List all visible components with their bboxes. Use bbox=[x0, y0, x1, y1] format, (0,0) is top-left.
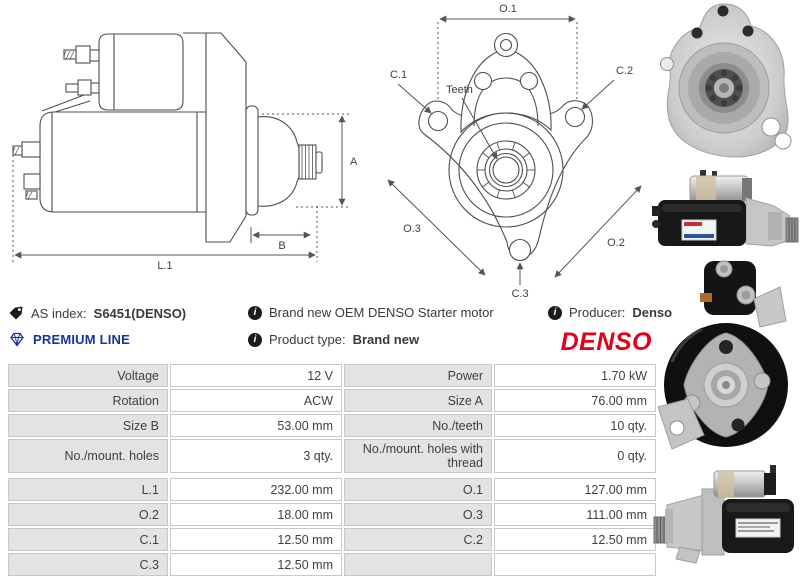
spec-value: 53.00 mm bbox=[170, 414, 342, 437]
spec-table-body bbox=[8, 364, 656, 576]
spec-value: 111.00 mm bbox=[494, 503, 656, 526]
product-type-value: Brand new bbox=[352, 332, 420, 347]
spec-value: 12.50 mm bbox=[494, 528, 656, 551]
dim-label-c1: C.1 bbox=[390, 69, 408, 81]
table-group-spacer bbox=[8, 475, 656, 476]
dim-label-teeth: Teeth bbox=[446, 84, 473, 96]
diamond-icon bbox=[8, 332, 26, 347]
spec-label: Size A bbox=[344, 389, 492, 412]
spec-label: No./mount. holes with thread bbox=[344, 439, 492, 473]
info-icon bbox=[248, 306, 262, 320]
spec-label: Rotation bbox=[8, 389, 168, 412]
spec-value: 0 qty. bbox=[494, 439, 656, 473]
spec-label: L.1 bbox=[8, 478, 168, 501]
dim-label-c2: C.2 bbox=[616, 65, 634, 77]
dim-label-o1: O.1 bbox=[499, 3, 517, 15]
spec-value: 18.00 mm bbox=[170, 503, 342, 526]
spec-label: Size B bbox=[8, 414, 168, 437]
table-row bbox=[8, 553, 656, 576]
front-view-diagram bbox=[368, 0, 660, 300]
spec-table bbox=[6, 362, 658, 578]
spec-label: C.1 bbox=[8, 528, 168, 551]
table-row bbox=[8, 439, 656, 473]
product-photo-front-flange[interactable] bbox=[652, 0, 800, 164]
producer-label: Producer: bbox=[569, 305, 626, 320]
denso-brand-logo: DENSO bbox=[560, 328, 652, 356]
dim-label-o3: O.3 bbox=[403, 223, 421, 235]
product-type-label: Product type: bbox=[269, 332, 346, 347]
spec-label: Voltage bbox=[8, 364, 168, 387]
table-row bbox=[8, 364, 656, 387]
premium-line bbox=[8, 332, 130, 347]
spec-value: 12.50 mm bbox=[170, 553, 342, 576]
as-index bbox=[8, 305, 186, 321]
spec-label: Power bbox=[344, 364, 492, 387]
spec-value: 127.00 mm bbox=[494, 478, 656, 501]
spec-label: O.3 bbox=[344, 503, 492, 526]
side-view-diagram bbox=[0, 0, 368, 296]
spec-label: C.3 bbox=[8, 553, 168, 576]
dim-label-a: A bbox=[350, 156, 358, 168]
premium-line-label: PREMIUM LINE bbox=[33, 332, 131, 347]
as-index-value: S6451(DENSO) bbox=[93, 305, 187, 321]
spec-label: O.1 bbox=[344, 478, 492, 501]
product-type bbox=[248, 332, 419, 347]
spec-value: 3 qty. bbox=[170, 439, 342, 473]
spec-value: 76.00 mm bbox=[494, 389, 656, 412]
spec-label: O.2 bbox=[8, 503, 168, 526]
product-description bbox=[248, 305, 494, 320]
table-row bbox=[8, 478, 656, 501]
table-row bbox=[8, 389, 656, 412]
description-text: Brand new OEM DENSO Starter motor bbox=[269, 305, 494, 320]
as-index-label: AS index: bbox=[31, 305, 87, 321]
spec-value: 12 V bbox=[170, 364, 342, 387]
info-icon bbox=[248, 333, 262, 347]
spec-label bbox=[344, 553, 492, 576]
dim-label-b: B bbox=[278, 240, 286, 252]
spec-label: No./teeth bbox=[344, 414, 492, 437]
spec-value: 10 qty. bbox=[494, 414, 656, 437]
spec-label: No./mount. holes bbox=[8, 439, 168, 473]
spec-value: 232.00 mm bbox=[170, 478, 342, 501]
dim-label-c3: C.3 bbox=[511, 288, 529, 300]
spec-value bbox=[494, 553, 656, 576]
dim-label-o2: O.2 bbox=[607, 237, 625, 249]
product-photo-side-right[interactable] bbox=[652, 168, 800, 252]
spec-label: C.2 bbox=[344, 528, 492, 551]
table-row bbox=[8, 503, 656, 526]
dim-label-l1: L.1 bbox=[157, 260, 173, 272]
producer-value: Denso bbox=[632, 305, 673, 320]
spec-value: 1.70 kW bbox=[494, 364, 656, 387]
table-row bbox=[8, 414, 656, 437]
tag-icon bbox=[8, 305, 24, 321]
table-row bbox=[8, 528, 656, 551]
product-photo-rear[interactable] bbox=[652, 257, 800, 455]
product-photo-side-left[interactable] bbox=[652, 459, 800, 567]
spec-value: ACW bbox=[170, 389, 342, 412]
spec-value: 12.50 mm bbox=[170, 528, 342, 551]
info-icon bbox=[548, 306, 562, 320]
